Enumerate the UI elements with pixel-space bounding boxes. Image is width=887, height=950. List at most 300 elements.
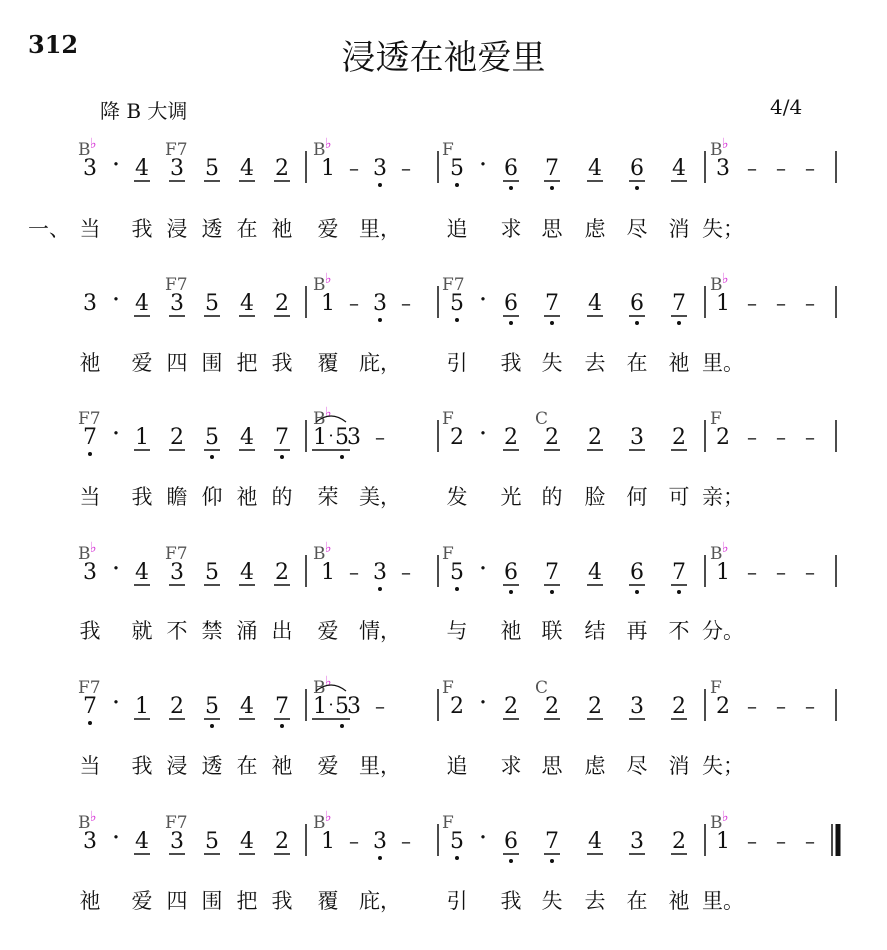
low-octave-dot <box>509 321 513 325</box>
note-digit: 4 <box>588 829 602 854</box>
dot-extension: · <box>478 150 488 180</box>
lyric-char: 把 <box>236 351 258 375</box>
chord-symbol-F: F <box>442 544 454 564</box>
note-digit: 2 <box>275 156 289 181</box>
chord-symbol-F7: F7 <box>165 813 188 833</box>
duration-dash: – <box>776 694 786 718</box>
note-digit: 2 <box>545 425 559 450</box>
duration-dash: – <box>776 425 786 449</box>
note-digit: 5 <box>205 156 219 181</box>
note-digit: 3 <box>347 694 361 719</box>
flat-sign: ♭ <box>722 540 729 556</box>
chord-symbol-F7: F7 <box>78 678 101 698</box>
lyric-char: 去 <box>584 351 606 375</box>
lyric-char: 求 <box>500 217 522 241</box>
note-digit: 2 <box>504 694 518 719</box>
low-octave-dot <box>340 455 344 459</box>
chord-symbol-B: B <box>313 140 326 160</box>
lyric-char: 涌 <box>236 619 258 643</box>
duration-dash: – <box>747 425 757 449</box>
duration-dash: – <box>805 291 815 315</box>
note-digit: 1 <box>313 694 327 719</box>
note-digit: 6 <box>630 560 644 585</box>
note-digit: 3 <box>170 829 184 854</box>
note-digit: 7 <box>83 425 97 450</box>
chord-symbol-B: B <box>78 140 91 160</box>
note-digit: 7 <box>275 425 289 450</box>
dot-extension: · <box>478 285 488 315</box>
dot-extension: · <box>328 426 334 445</box>
lyric-char: 尽 <box>626 754 648 778</box>
note-digit: 5 <box>205 291 219 316</box>
duration-dash: – <box>747 560 757 584</box>
time-signature: 4/4 <box>770 95 803 119</box>
note-digit: 2 <box>545 694 559 719</box>
note-digit: 7 <box>545 291 559 316</box>
low-octave-dot <box>509 590 513 594</box>
chord-symbol-F: F <box>442 813 454 833</box>
lyric-char: 失； <box>702 217 744 241</box>
note-digit: 2 <box>716 425 730 450</box>
lyric-char: 出 <box>271 619 293 643</box>
lyric-char: 发 <box>446 485 468 509</box>
note-digit: 2 <box>672 425 686 450</box>
lyric-char: 瞻 <box>166 485 188 509</box>
dot-extension: · <box>111 419 121 449</box>
note-digit: 7 <box>545 560 559 585</box>
low-octave-dot <box>509 186 513 190</box>
lyric-char: 爱 <box>317 754 339 778</box>
note-digit: 5 <box>205 694 219 719</box>
note-digit: 2 <box>672 829 686 854</box>
lyric-char: 祂 <box>668 889 690 913</box>
duration-dash: – <box>776 560 786 584</box>
duration-dash: – <box>805 425 815 449</box>
lyric-char: 我 <box>271 351 293 375</box>
note-digit: 1 <box>321 291 335 316</box>
note-digit: 6 <box>504 560 518 585</box>
note-digit: 3 <box>630 694 644 719</box>
duration-dash: – <box>375 425 385 449</box>
note-digit: 7 <box>545 156 559 181</box>
dot-extension: · <box>478 823 488 853</box>
note-digit: 7 <box>83 694 97 719</box>
note-digit: 4 <box>588 291 602 316</box>
flat-sign: ♭ <box>722 809 729 825</box>
duration-dash: – <box>805 694 815 718</box>
low-octave-dot <box>280 724 284 728</box>
note-digit: 4 <box>240 425 254 450</box>
chord-symbol-F7: F7 <box>165 544 188 564</box>
lyric-char: 在 <box>626 889 648 913</box>
dot-extension: · <box>478 419 488 449</box>
duration-dash: – <box>349 291 359 315</box>
lyric-char: 祂 <box>271 217 293 241</box>
low-octave-dot <box>635 186 639 190</box>
note-digit: 2 <box>275 560 289 585</box>
chord-symbol-F7: F7 <box>442 275 465 295</box>
note-digit: 3 <box>170 291 184 316</box>
low-octave-dot <box>378 183 382 187</box>
lyric-char: 引 <box>446 889 468 913</box>
chord-symbol-F: F <box>442 409 454 429</box>
lyric-char: 祂 <box>500 619 522 643</box>
lyric-char: 求 <box>500 754 522 778</box>
chord-symbol-F: F <box>710 409 722 429</box>
lyric-char: 荣 <box>317 485 339 509</box>
low-octave-dot <box>378 587 382 591</box>
note-digit: 7 <box>545 829 559 854</box>
lyric-char: 思 <box>541 217 563 241</box>
note-digit: 4 <box>588 560 602 585</box>
duration-dash: – <box>805 829 815 853</box>
note-digit: 2 <box>588 694 602 719</box>
note-digit: 3 <box>373 829 387 854</box>
note-digit: 2 <box>450 425 464 450</box>
low-octave-dot <box>635 590 639 594</box>
low-octave-dot <box>550 590 554 594</box>
note-digit: 6 <box>630 156 644 181</box>
note-digit: 5 <box>450 291 464 316</box>
note-digit: 5 <box>335 694 349 719</box>
flat-sign: ♭ <box>325 405 332 421</box>
note-digit: 2 <box>588 425 602 450</box>
lyric-char: 里， <box>359 217 401 241</box>
lyric-char: 追 <box>446 754 468 778</box>
lyric-char: 祂 <box>79 351 101 375</box>
low-octave-dot <box>550 186 554 190</box>
lyric-char: 爱 <box>131 351 153 375</box>
lyric-char: 与 <box>446 619 468 643</box>
chord-symbol-B: B <box>313 275 326 295</box>
lyric-char: 情， <box>359 619 401 643</box>
note-digit: 3 <box>347 425 361 450</box>
note-digit: 2 <box>275 829 289 854</box>
lyric-char: 何 <box>626 485 648 509</box>
duration-dash: – <box>349 829 359 853</box>
note-digit: 3 <box>83 560 97 585</box>
note-digit: 2 <box>450 694 464 719</box>
low-octave-dot <box>210 455 214 459</box>
note-digit: 2 <box>716 694 730 719</box>
lyric-char: 就 <box>131 619 153 643</box>
lyric-char: 去 <box>584 889 606 913</box>
duration-dash: – <box>747 694 757 718</box>
lyric-char: 我 <box>79 619 101 643</box>
lyric-char: 四 <box>166 351 188 375</box>
note-digit: 6 <box>504 156 518 181</box>
lyric-char: 覆 <box>317 351 339 375</box>
lyric-char: 我 <box>271 889 293 913</box>
lyric-char: 失 <box>541 889 563 913</box>
duration-dash: – <box>401 291 411 315</box>
flat-sign: ♭ <box>325 809 332 825</box>
key-signature: 降 B 大调 <box>100 99 188 123</box>
lyric-char: 分。 <box>702 619 744 643</box>
chord-symbol-B: B <box>313 544 326 564</box>
lyric-char: 思 <box>541 754 563 778</box>
lyric-char: 消 <box>668 217 690 241</box>
note-digit: 2 <box>275 291 289 316</box>
dot-extension: · <box>111 554 121 584</box>
flat-sign: ♭ <box>90 540 97 556</box>
duration-dash: – <box>776 156 786 180</box>
duration-dash: – <box>375 694 385 718</box>
lyric-char: 爱 <box>317 217 339 241</box>
lyric-char: 不 <box>166 619 188 643</box>
flat-sign: ♭ <box>325 674 332 690</box>
low-octave-dot <box>340 724 344 728</box>
hymn-number: 312 <box>28 30 79 59</box>
lyric-char: 祂 <box>668 351 690 375</box>
lyric-char: 脸 <box>584 485 606 509</box>
chord-symbol-F: F <box>710 678 722 698</box>
lyric-char: 里。 <box>702 351 744 375</box>
lyric-char: 浸 <box>166 217 188 241</box>
note-digit: 5 <box>205 560 219 585</box>
lyric-char: 虑 <box>584 754 606 778</box>
note-digit: 7 <box>275 694 289 719</box>
lyric-char: 消 <box>668 754 690 778</box>
lyric-char: 失； <box>702 754 744 778</box>
lyric-char: 的 <box>541 485 563 509</box>
note-digit: 1 <box>135 694 149 719</box>
note-digit: 3 <box>716 156 730 181</box>
song-title: 浸透在祂爱里 <box>341 38 546 78</box>
dot-extension: · <box>111 150 121 180</box>
note-digit: 3 <box>83 291 97 316</box>
note-digit: 5 <box>205 829 219 854</box>
lyric-char: 再 <box>626 619 648 643</box>
lyric-char: 里， <box>359 754 401 778</box>
chord-symbol-C: C <box>535 409 549 429</box>
chord-symbol-F: F <box>442 678 454 698</box>
duration-dash: – <box>747 829 757 853</box>
lyric-char: 可 <box>668 485 690 509</box>
note-digit: 3 <box>83 156 97 181</box>
note-digit: 1 <box>321 156 335 181</box>
lyric-char: 虑 <box>584 217 606 241</box>
lyric-char: 庇， <box>359 889 401 913</box>
note-digit: 4 <box>240 829 254 854</box>
note-digit: 6 <box>630 291 644 316</box>
note-digit: 3 <box>630 829 644 854</box>
note-digit: 3 <box>630 425 644 450</box>
low-octave-dot <box>378 318 382 322</box>
note-digit: 2 <box>170 425 184 450</box>
lyric-char: 爱 <box>131 889 153 913</box>
duration-dash: – <box>349 560 359 584</box>
chord-symbol-C: C <box>535 678 549 698</box>
flat-sign: ♭ <box>722 136 729 152</box>
note-digit: 1 <box>313 425 327 450</box>
low-octave-dot <box>280 455 284 459</box>
lyric-char: 围 <box>201 351 223 375</box>
lyric-char: 围 <box>201 889 223 913</box>
lyric-char: 在 <box>236 754 258 778</box>
note-digit: 4 <box>588 156 602 181</box>
duration-dash: – <box>805 156 815 180</box>
chord-symbol-B: B <box>710 544 723 564</box>
note-digit: 6 <box>504 829 518 854</box>
note-digit: 1 <box>321 829 335 854</box>
chord-symbol-F7: F7 <box>165 275 188 295</box>
note-digit: 3 <box>170 560 184 585</box>
note-digit: 7 <box>672 291 686 316</box>
lyric-char: 祂 <box>236 485 258 509</box>
lyric-char: 仰 <box>201 485 223 509</box>
flat-sign: ♭ <box>90 809 97 825</box>
lyric-char: 透 <box>201 754 223 778</box>
duration-dash: – <box>401 829 411 853</box>
chord-symbol-B: B <box>710 813 723 833</box>
lyric-char: 结 <box>584 619 606 643</box>
note-digit: 2 <box>170 694 184 719</box>
dot-extension: · <box>478 554 488 584</box>
duration-dash: – <box>776 829 786 853</box>
low-octave-dot <box>455 183 459 187</box>
chord-symbol-B: B <box>78 544 91 564</box>
lyric-char: 我 <box>131 485 153 509</box>
low-octave-dot <box>550 859 554 863</box>
chord-symbol-B: B <box>78 813 91 833</box>
duration-dash: – <box>776 291 786 315</box>
duration-dash: – <box>401 560 411 584</box>
low-octave-dot <box>455 587 459 591</box>
note-digit: 7 <box>672 560 686 585</box>
note-digit: 3 <box>83 829 97 854</box>
lyric-char: 的 <box>271 485 293 509</box>
duration-dash: – <box>805 560 815 584</box>
note-digit: 4 <box>672 156 686 181</box>
chord-symbol-B: B <box>710 275 723 295</box>
note-digit: 4 <box>240 291 254 316</box>
lyric-char: 祂 <box>79 889 101 913</box>
verse-number: 一、 <box>28 217 70 241</box>
low-octave-dot <box>378 856 382 860</box>
duration-dash: – <box>349 156 359 180</box>
note-digit: 2 <box>504 425 518 450</box>
lyric-char: 引 <box>446 351 468 375</box>
note-digit: 3 <box>373 560 387 585</box>
note-digit: 1 <box>716 291 730 316</box>
lyric-char: 不 <box>668 619 690 643</box>
flat-sign: ♭ <box>325 271 332 287</box>
low-octave-dot <box>550 321 554 325</box>
lyric-char: 失 <box>541 351 563 375</box>
lyric-char: 四 <box>166 889 188 913</box>
low-octave-dot <box>635 321 639 325</box>
dot-extension: · <box>111 285 121 315</box>
chord-symbol-B: B <box>313 409 326 429</box>
note-digit: 4 <box>135 560 149 585</box>
low-octave-dot <box>455 318 459 322</box>
note-digit: 3 <box>373 291 387 316</box>
lyric-char: 尽 <box>626 217 648 241</box>
chord-symbol-F7: F7 <box>165 140 188 160</box>
lyric-char: 亲； <box>702 485 744 509</box>
note-digit: 4 <box>135 829 149 854</box>
low-octave-dot <box>677 590 681 594</box>
note-digit: 2 <box>672 694 686 719</box>
note-digit: 3 <box>373 156 387 181</box>
lyric-char: 爱 <box>317 619 339 643</box>
note-digit: 4 <box>135 156 149 181</box>
flat-sign: ♭ <box>90 136 97 152</box>
note-digit: 1 <box>716 829 730 854</box>
duration-dash: – <box>401 156 411 180</box>
low-octave-dot <box>677 321 681 325</box>
lyric-char: 把 <box>236 889 258 913</box>
lyric-char: 我 <box>131 754 153 778</box>
note-digit: 5 <box>335 425 349 450</box>
lyric-char: 禁 <box>201 619 223 643</box>
note-digit: 3 <box>170 156 184 181</box>
low-octave-dot <box>455 856 459 860</box>
note-digit: 5 <box>450 156 464 181</box>
note-digit: 5 <box>205 425 219 450</box>
lyric-char: 我 <box>131 217 153 241</box>
lyric-char: 祂 <box>271 754 293 778</box>
dot-extension: · <box>111 688 121 718</box>
lyric-char: 当 <box>79 485 101 509</box>
low-octave-dot <box>88 452 92 456</box>
lyric-char: 浸 <box>166 754 188 778</box>
lyric-char: 追 <box>446 217 468 241</box>
lyric-char: 光 <box>500 485 522 509</box>
note-digit: 6 <box>504 291 518 316</box>
chord-symbol-F7: F7 <box>78 409 101 429</box>
lyric-char: 当 <box>79 217 101 241</box>
low-octave-dot <box>210 724 214 728</box>
note-digit: 4 <box>240 694 254 719</box>
lyric-char: 我 <box>500 351 522 375</box>
note-digit: 5 <box>450 560 464 585</box>
note-digit: 4 <box>240 156 254 181</box>
dot-extension: · <box>328 695 334 714</box>
note-digit: 4 <box>135 291 149 316</box>
chord-symbol-B: B <box>710 140 723 160</box>
low-octave-dot <box>88 721 92 725</box>
lyric-char: 当 <box>79 754 101 778</box>
note-digit: 1 <box>321 560 335 585</box>
flat-sign: ♭ <box>325 540 332 556</box>
lyric-char: 透 <box>201 217 223 241</box>
note-digit: 5 <box>450 829 464 854</box>
dot-extension: · <box>478 688 488 718</box>
duration-dash: – <box>747 291 757 315</box>
chord-symbol-B: B <box>313 813 326 833</box>
lyric-char: 美， <box>359 485 401 509</box>
lyric-char: 庇， <box>359 351 401 375</box>
lyric-char: 里。 <box>702 889 744 913</box>
lyric-char: 覆 <box>317 889 339 913</box>
duration-dash: – <box>747 156 757 180</box>
dot-extension: · <box>111 823 121 853</box>
chord-symbol-F: F <box>442 140 454 160</box>
flat-sign: ♭ <box>325 136 332 152</box>
lyric-char: 在 <box>236 217 258 241</box>
low-octave-dot <box>509 859 513 863</box>
note-digit: 1 <box>135 425 149 450</box>
flat-sign: ♭ <box>722 271 729 287</box>
note-digit: 1 <box>716 560 730 585</box>
lyric-char: 在 <box>626 351 648 375</box>
lyric-char: 我 <box>500 889 522 913</box>
chord-symbol-B: B <box>313 678 326 698</box>
note-digit: 4 <box>240 560 254 585</box>
lyric-char: 联 <box>541 619 563 643</box>
